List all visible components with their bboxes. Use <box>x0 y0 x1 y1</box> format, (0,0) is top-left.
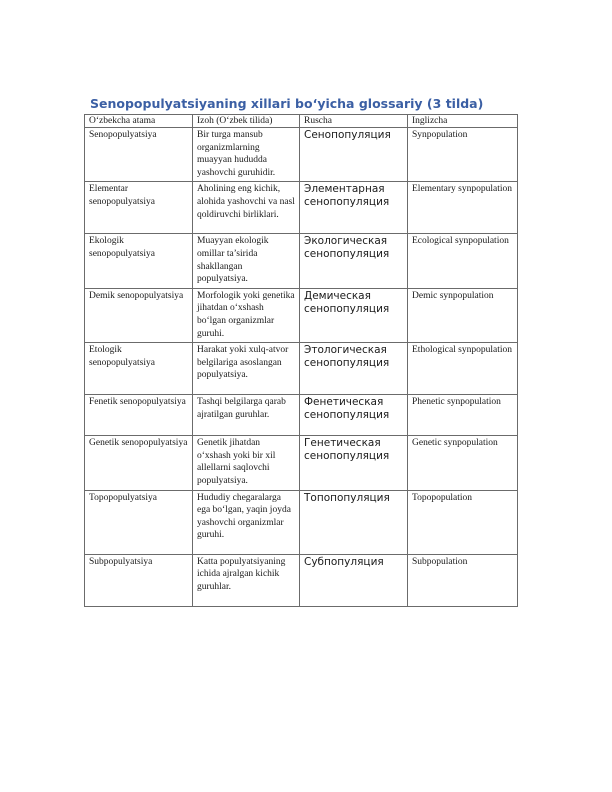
table-row <box>85 490 518 554</box>
cell-russian: Генетическая сенопопуляция <box>300 436 408 490</box>
cell-english: Topopopulation <box>408 490 518 554</box>
cell-uzbek-description: Bir turga mansub organizmlarning muayyan hududda yashovchi guruhidir. <box>193 128 300 182</box>
table-row <box>85 436 518 490</box>
header-russian: Ruscha <box>300 115 408 128</box>
table-row <box>85 182 518 234</box>
table-row <box>85 343 518 395</box>
cell-uzbek-description: Harakat yoki xulq-atvor belgilariga asoslangan populyatsiya. <box>193 343 300 395</box>
cell-uzbek-description: Aholining eng kichik, alohida yashovchi va nasl qoldiruvchi birliklari. <box>193 182 300 234</box>
cell-russian: Топопопуляция <box>300 490 408 554</box>
cell-russian: Фенетическая сенопопуляция <box>300 395 408 436</box>
cell-uzbek-term: Ekologik senopopulyatsiya <box>85 234 193 288</box>
table-row <box>85 288 518 342</box>
header-uzbek-description: Izoh (O‘zbek tilida) <box>193 115 300 128</box>
cell-russian: Этологическая сенопопуляция <box>300 343 408 395</box>
cell-uzbek-term: Senopopulyatsiya <box>85 128 193 182</box>
glossary-table <box>84 114 518 607</box>
cell-english: Synpopulation <box>408 128 518 182</box>
table-header-row <box>85 115 518 128</box>
cell-english: Elementary synpopulation <box>408 182 518 234</box>
table-row <box>85 554 518 606</box>
document-title: Senopopulyatsiyaning xillari bo‘yicha glossariy (3 tilda) <box>90 96 484 111</box>
cell-english: Phenetic synpopulation <box>408 395 518 436</box>
cell-uzbek-term: Topopopulyatsiya <box>85 490 193 554</box>
table-row <box>85 234 518 288</box>
cell-uzbek-term: Demik senopopulyatsiya <box>85 288 193 342</box>
cell-russian: Элементарная сенопопуляция <box>300 182 408 234</box>
cell-russian: Экологическая сенопопуляция <box>300 234 408 288</box>
cell-uzbek-term: Subpopulyatsiya <box>85 554 193 606</box>
cell-uzbek-description: Hududiy chegaralarga ega bo‘lgan, yaqin joyda yashovchi organizmlar guruhi. <box>193 490 300 554</box>
cell-uzbek-term: Etologik senopopulyatsiya <box>85 343 193 395</box>
cell-uzbek-description: Genetik jihatdan o‘xshash yoki bir xil allellarni saqlovchi populyatsiya. <box>193 436 300 490</box>
cell-uzbek-description: Tashqi belgilarga qarab ajratilgan guruhlar. <box>193 395 300 436</box>
cell-uzbek-description: Muayyan ekologik omillar ta’sirida shakllangan populyatsiya. <box>193 234 300 288</box>
cell-uzbek-term: Elementar senopopulyatsiya <box>85 182 193 234</box>
cell-russian: Демическая сенопопуляция <box>300 288 408 342</box>
cell-uzbek-term: Fenetik senopopulyatsiya <box>85 395 193 436</box>
table-row <box>85 128 518 182</box>
cell-english: Genetic synpopulation <box>408 436 518 490</box>
cell-english: Demic synpopulation <box>408 288 518 342</box>
cell-uzbek-description: Morfologik yoki genetika jihatdan o‘xshash bo‘lgan organizmlar guruhi. <box>193 288 300 342</box>
cell-english: Ecological synpopulation <box>408 234 518 288</box>
cell-english: Ethological synpopulation <box>408 343 518 395</box>
header-uzbek-term: O‘zbekcha atama <box>85 115 193 128</box>
cell-english: Subpopulation <box>408 554 518 606</box>
table-row <box>85 395 518 436</box>
cell-uzbek-description: Katta populyatsiyaning ichida ajralgan kichik guruhlar. <box>193 554 300 606</box>
cell-russian: Сенопопуляция <box>300 128 408 182</box>
cell-uzbek-term: Genetik senopopulyatsiya <box>85 436 193 490</box>
header-english: Inglizcha <box>408 115 518 128</box>
cell-russian: Субпопуляция <box>300 554 408 606</box>
